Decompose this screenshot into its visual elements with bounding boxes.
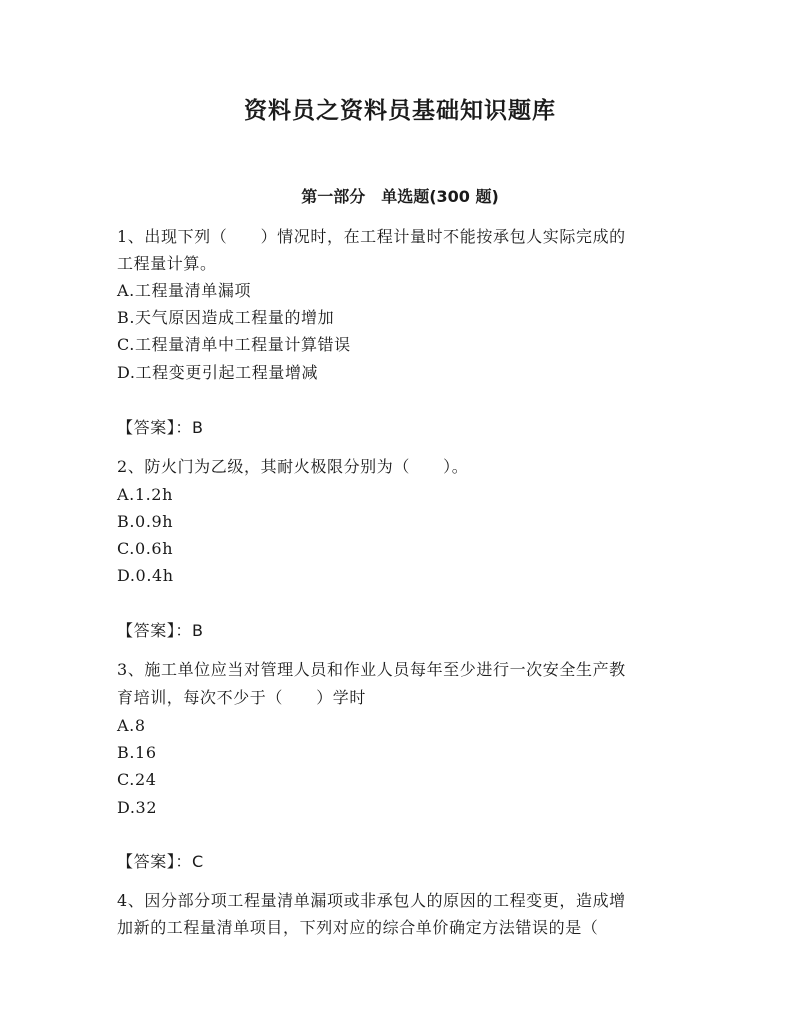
question-2-option-b: B.0.9h <box>117 512 174 531</box>
question-1-stem-line-2: 工程量计算。 <box>117 254 217 273</box>
question-1-option-a: A.工程量清单漏项 <box>117 281 252 300</box>
question-3-answer: 【答案】：C <box>117 852 204 871</box>
question-4-stem-line-1: 4、因分部分项工程量清单漏项或非承包人的原因的工程变更，造成增 <box>117 891 626 910</box>
question-1-stem-line-1: 1、出现下列（ ）情况时，在工程计量时不能按承包人实际完成的 <box>117 227 626 246</box>
question-1-option-c: C.工程量清单中工程量计算错误 <box>117 335 351 354</box>
question-3-option-a: A.8 <box>117 716 146 735</box>
question-3-option-c: C.24 <box>117 770 157 789</box>
question-2-option-c: C.0.6h <box>117 539 174 558</box>
question-3-option-d: D.32 <box>117 798 158 817</box>
question-1-answer: 【答案】：B <box>117 418 204 437</box>
question-2-option-d: D.0.4h <box>117 566 174 585</box>
question-3-stem-line-1: 3、施工单位应当对管理人员和作业人员每年至少进行一次安全生产教 <box>117 660 626 679</box>
question-3-option-b: B.16 <box>117 743 157 762</box>
question-2-stem-line-1: 2、防火门为乙级，其耐火极限分别为（ ）。 <box>117 457 469 476</box>
question-2-answer: 【答案】：B <box>117 621 204 640</box>
question-4-stem-line-2: 加新的工程量清单项目，下列对应的综合单价确定方法错误的是（ <box>117 918 599 937</box>
question-1-option-b: B.天气原因造成工程量的增加 <box>117 308 335 327</box>
document-title: 资料员之资料员基础知识题库 <box>244 98 556 124</box>
section-title: 第一部分 单选题(300 题) <box>301 187 499 206</box>
question-1-option-d: D.工程变更引起工程量增减 <box>117 363 319 382</box>
question-3-stem-line-2: 育培训，每次不少于（ ）学时 <box>117 688 367 707</box>
question-2-option-a: A.1.2h <box>117 485 173 504</box>
